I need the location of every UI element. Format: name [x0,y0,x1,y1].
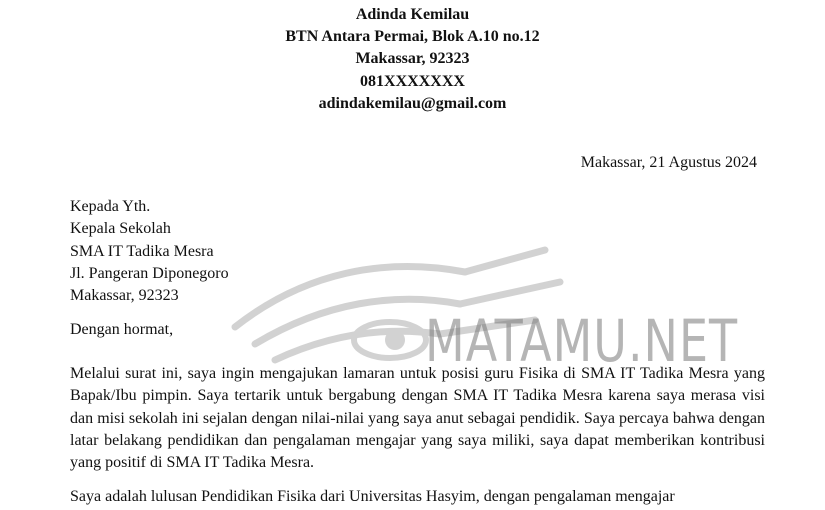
recipient-line: Kepala Sekolah [70,220,171,238]
body-paragraph-1: Melalui surat ini, saya ingin mengajukan lamaran untuk posisi guru Fisika di SMA IT Tadika Mesra yang Bapak/Ibu pimpin. Saya tertarik untuk bergabung dengan SMA IT Tadika Mesra karena saya merasa visi dan misi sekolah ini sejalan dengan nilai-nilai yang saya anut sebagai pendidik. Saya percaya bahwa dengan latar belakang pendidikan dan pengalaman mengajar yang saya miliki, saya dapat memberikan kontribusi yang positif di SMA IT Tadika Mesra. [70,365,765,472]
letter-date: Makassar, 21 Agustus 2024 [580,154,757,171]
watermark-text: MATAMU.NET [425,307,739,375]
body-paragraph-2: Saya adalah lulusan Pendidikan Fisika dari Universitas Hasyim, dengan pengalaman mengajar [70,488,675,505]
recipient-line: Makassar, 92323 [70,287,179,305]
sender-city: Makassar, 92323 [355,50,470,68]
recipient-block [70,196,229,307]
greeting: Dengan hormat, [70,321,174,338]
recipient-line: Kepada Yth. [70,198,151,215]
sender-phone: 081XXXXXXX [360,72,465,90]
sender-address: BTN Antara Permai, Blok A.10 no.12 [285,28,540,46]
recipient-line: Jl. Pangeran Diponegoro [70,264,229,282]
recipient-line: SMA IT Tadika Mesra [70,242,214,260]
sender-header [0,4,825,115]
sender-name: Adinda Kemilau [355,6,470,23]
sender-email: adindakemilau@gmail.com [318,94,507,112]
